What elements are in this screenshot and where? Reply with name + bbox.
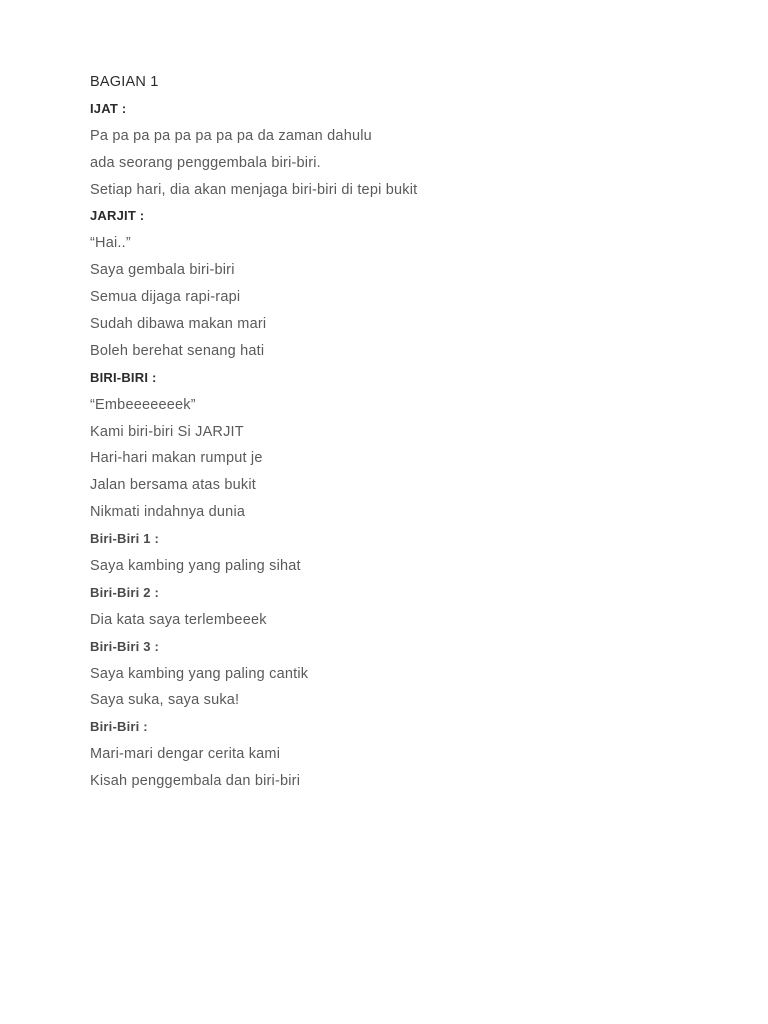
dialogue-line: Nikmati indahnya dunia: [90, 504, 246, 521]
dialogue-line: Semua dijaga rapi-rapi: [90, 289, 241, 306]
speaker-label-biri-biri-1: Biri-Biri 1 :: [90, 531, 160, 547]
dialogue-line: Saya suka, saya suka!: [90, 692, 240, 709]
dialogue-line: Saya kambing yang paling cantik: [90, 665, 309, 682]
dialogue-line: Saya gembala biri-biri: [90, 262, 235, 279]
dialogue-line: Kami biri-biri Si JARJIT: [90, 423, 244, 440]
dialogue-line: Jalan bersama atas bukit: [90, 477, 256, 494]
dialogue-line: Setiap hari, dia akan menjaga biri-biri di tepi bukit: [90, 181, 418, 198]
section-heading: BAGIAN 1: [90, 74, 159, 90]
speaker-label-ijat: IJAT :: [90, 100, 127, 116]
dialogue-line: “Hai..”: [90, 235, 131, 252]
speaker-label-biri-biri: BIRI-BIRI :: [90, 369, 157, 385]
speaker-label-biri-biri-all: Biri-Biri :: [90, 719, 148, 735]
dialogue-line: Kisah penggembala dan biri-biri: [90, 773, 301, 790]
speaker-label-biri-biri-2: Biri-Biri 2 :: [90, 584, 160, 600]
dialogue-line: Dia kata saya terlembeeek: [90, 611, 267, 628]
document-body: [90, 72, 710, 798]
dialogue-line: Saya kambing yang paling sihat: [90, 558, 301, 575]
dialogue-line: Mari-mari dengar cerita kami: [90, 746, 281, 763]
speaker-label-jarjit: JARJIT :: [90, 208, 145, 224]
dialogue-line: Hari-hari makan rumput je: [90, 450, 263, 467]
dialogue-line: Boleh berehat senang hati: [90, 342, 265, 359]
dialogue-line: Pa pa pa pa pa pa pa pa da zaman dahulu: [90, 127, 372, 144]
dialogue-line: “Embeeeeeeek”: [90, 396, 196, 413]
dialogue-line: Sudah dibawa makan mari: [90, 316, 267, 333]
speaker-label-biri-biri-3: Biri-Biri 3 :: [90, 638, 160, 654]
dialogue-line: ada seorang penggembala biri-biri.: [90, 154, 321, 171]
